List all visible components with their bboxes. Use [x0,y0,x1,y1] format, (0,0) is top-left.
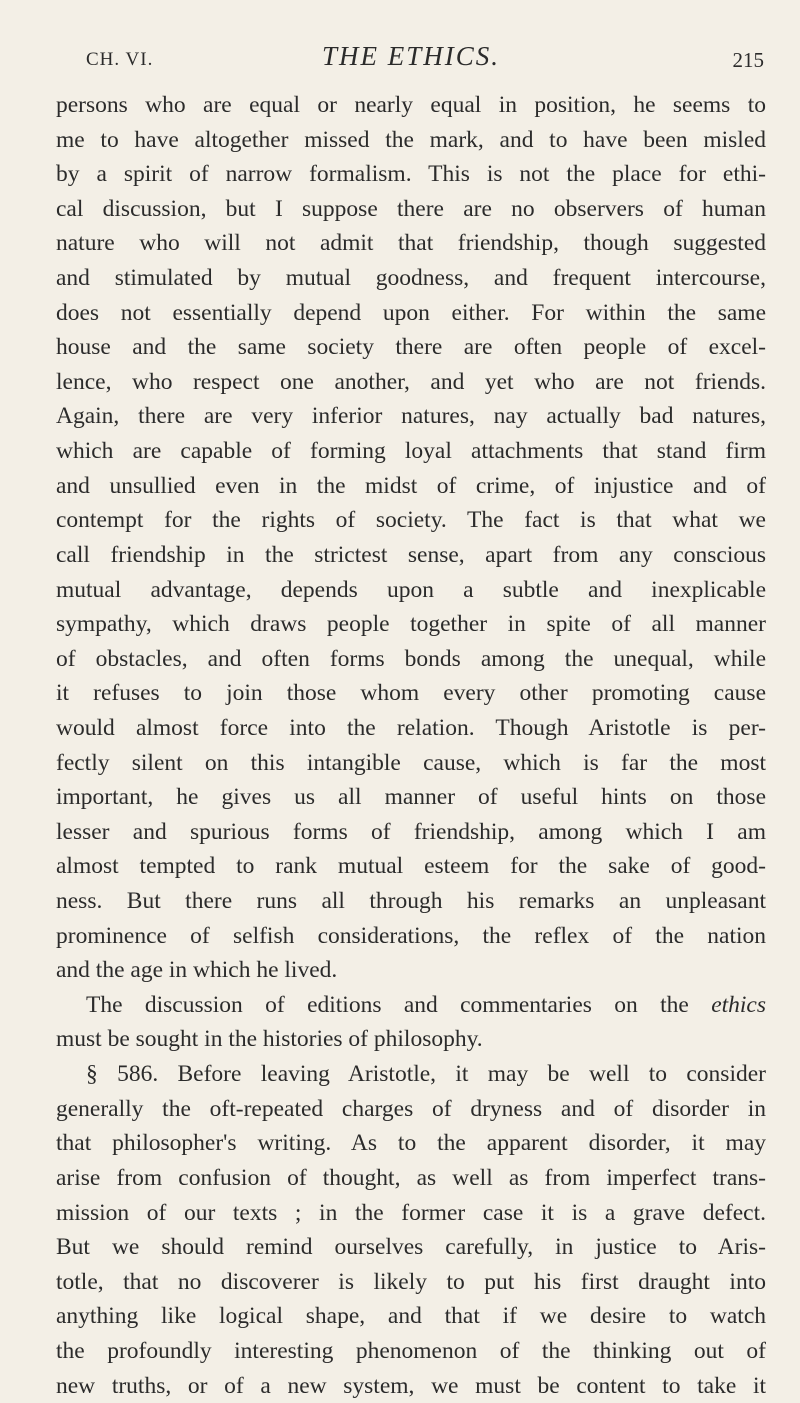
book-page [56,40,767,1399]
text-line: totle, that no discoverer is likely to put his first draught into [56,1268,766,1295]
running-title: THE ETHICS. [321,41,500,71]
text-line: must be sought in the histories of philosophy. [56,1026,483,1053]
text-line: fectly silent on this intangible cause, which is far the most [56,749,766,776]
chapter-label: CH. VI. [86,49,154,70]
text-line: mutual advantage, depends upon a subtle and inexplicable [56,576,766,603]
text-line: cal discussion, but I suppose there are no observers of human [56,195,766,222]
text-line: lence, who respect one another, and yet who are not friends. [56,368,766,395]
section-line: § 586. Before leaving Aristotle, it may be well to consider [86,1061,766,1088]
text-line: and the age in which he lived. [56,957,338,984]
paragraph-line [56,988,766,1023]
text-line: mission of our texts ; in the former case it is a grave defect. [56,1199,766,1226]
text-line: prominence of selfish considerations, the reflex of the nation [56,922,766,949]
text-line: the profoundly interesting phenomenon of the thinking out of [56,1337,766,1364]
text-line: that philosopher's writing. As to the apparent disorder, it may [56,1130,766,1157]
text-line: ness. But there runs all through his remarks an unpleasant [56,888,766,915]
text-line: Again, there are very inferior natures, nay actually bad natures, [56,403,766,430]
text-line: call friendship in the strictest sense, apart from any conscious [56,541,766,568]
text-line: almost tempted to rank mutual esteem for the sake of good- [56,853,766,880]
running-header [56,40,766,80]
text-line: contempt for the rights of society. The fact is that what we [56,507,766,534]
body-text [56,88,766,1403]
text-line: it refuses to join those whom every other promoting cause [56,680,766,707]
paragraph-text: The discussion of editions and commentaries on the [86,991,689,1018]
text-line: important, he gives us all manner of useful hints on those [56,784,766,811]
italic-word: ethics [711,991,767,1018]
text-line: does not essentially depend upon either. For within the same [56,299,766,326]
text-line: arise from confusion of thought, as well as from imperfect trans- [56,1164,766,1191]
text-line: new truths, or of a new system, we must be content to take it [56,1372,766,1399]
text-line: would almost force into the relation. Though Aristotle is per- [56,714,766,741]
text-line: me to have altogether missed the mark, and to have been misled [56,126,766,153]
text-line: sympathy, which draws people together in spite of all manner [56,611,766,638]
text-line: and unsullied even in the midst of crime, of injustice and of [56,472,766,499]
text-line: anything like logical shape, and that if we desire to watch [56,1303,766,1330]
page-number: 215 [732,48,764,72]
text-line: lesser and spurious forms of friendship, among which I am [56,818,766,845]
text-line: house and the same society there are often people of excel- [56,334,766,361]
text-line: nature who will not admit that friendship, though suggested [56,230,766,257]
text-line: persons who are equal or nearly equal in position, he seems to [56,92,766,118]
text-line: which are capable of forming loyal attachments that stand firm [56,438,766,465]
text-line: of obstacles, and often forms bonds among the unequal, while [56,645,766,672]
text-line: and stimulated by mutual goodness, and frequent intercourse, [56,265,766,292]
text-line: by a spirit of narrow formalism. This is not the place for ethi- [56,161,766,188]
text-line: But we should remind ourselves carefully, in justice to Aris- [56,1234,766,1261]
text-line: generally the oft-repeated charges of dryness and of disorder in [56,1095,766,1122]
